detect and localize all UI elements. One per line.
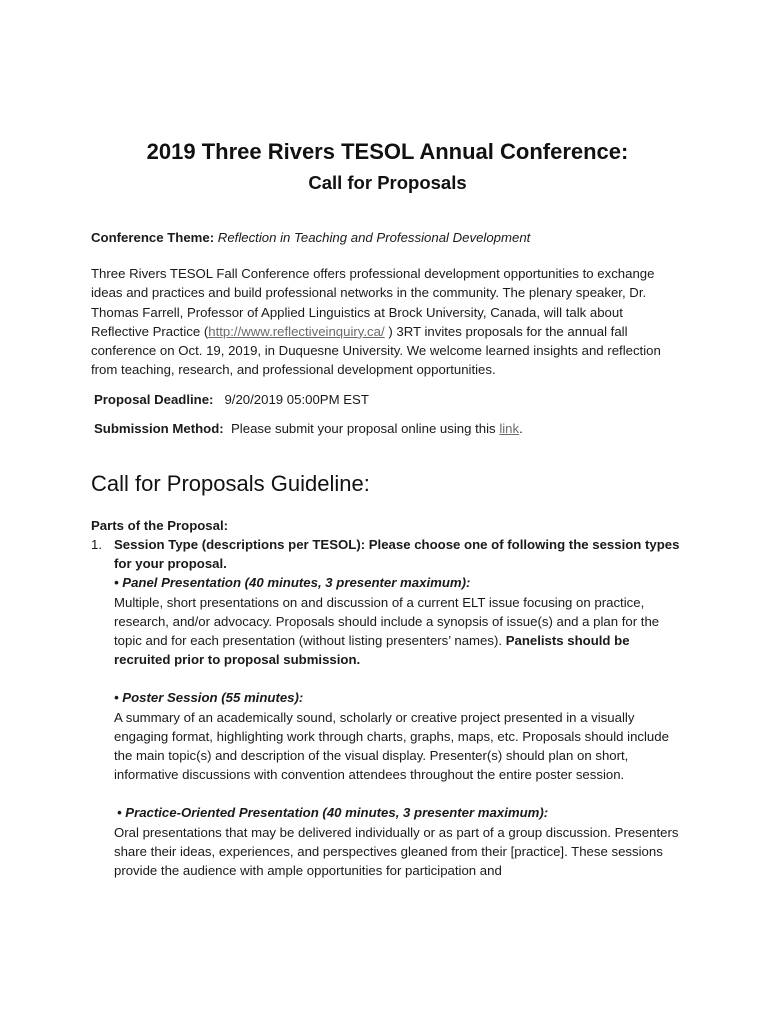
practice-presentation-title: • Practice-Oriented Presentation (40 minutes, 3 presenter maximum):: [117, 805, 549, 821]
practice-presentation-description: Oral presentations that may be delivered individually or as part of a group discussion. Presenters share their ideas, experiences, and perspectives gleaned from their [practice]. These sessions provide the audience with ample opportunities for participation and: [114, 824, 679, 879]
method-end: .: [519, 420, 523, 436]
submission-link[interactable]: link: [499, 420, 520, 436]
theme-value: Reflection in Teaching and Professional Development: [217, 230, 531, 245]
session-type-heading: Session Type (descriptions per TESOL): Please choose one of following the session types for your proposal.: [114, 537, 680, 572]
document-title: 2019 Three Rivers TESOL Annual Conference:: [146, 139, 629, 164]
proposal-deadline: [94, 390, 684, 409]
poster-session-description: A summary of an academically sound, scholarly or creative project presented in a visually engaging format, highlighting work through charts, graphs, maps, etc. Proposals should include the main topic(s) and description of the visual display. Presenter(s) should plan on short, informative discussions with convention attendees throughout the entire poster session.: [114, 709, 669, 783]
reflective-inquiry-link[interactable]: http://www.reflectiveinquiry.ca/: [208, 323, 385, 339]
deadline-value: 9/20/2019 05:00PM EST: [224, 392, 369, 408]
method-text: Please submit your proposal online using this: [231, 420, 500, 436]
panel-desc-text: Multiple, short presentations on and discussion of a current ELT issue focusing on practice, research, and/or advocacy. Proposals should include a synopsis of issue(s) and a plan for the topic and for each presentation (without listing presenters’ names).: [114, 594, 660, 649]
deadline-label: Proposal Deadline:: [94, 392, 214, 408]
panel-desc-bold: Panelists should be recruited prior to proposal submission.: [114, 633, 630, 668]
submission-method: [94, 419, 684, 438]
list-item-session-type: [91, 535, 684, 880]
guideline-heading: Call for Proposals Guideline:: [91, 470, 370, 496]
panel-presentation-title: • Panel Presentation (40 minutes, 3 presenter maximum):: [114, 575, 471, 591]
panel-presentation-description: [114, 593, 684, 670]
intro-text-before-link: Three Rivers TESOL Fall Conference offers professional development opportunities to exchange ideas and practices and build professional networks in the community. The plenary speaker, Dr. Thomas Farrell, Professor of Applied Linguistics at Brock University, Canada, will talk about Reflective Practice (: [91, 266, 655, 339]
method-label: Submission Method:: [94, 420, 224, 436]
intro-text-after-link: ) 3RT invites proposals for the annual fall conference on Oct. 19, 2019, in Duquesne University. We welcome learned insights and reflection from teaching, research, and professional development opportunities.: [91, 323, 661, 378]
conference-theme: [91, 228, 684, 247]
spacer: [114, 669, 684, 688]
poster-session-title: • Poster Session (55 minutes):: [114, 690, 304, 706]
parts-label: Parts of the Proposal:: [91, 517, 229, 533]
intro-paragraph: [91, 264, 684, 379]
item-body: [114, 535, 684, 880]
document-subtitle: Call for Proposals: [308, 172, 467, 193]
theme-label: Conference Theme:: [91, 230, 215, 245]
spacer: [114, 784, 684, 803]
item-number: 1.: [91, 537, 102, 553]
